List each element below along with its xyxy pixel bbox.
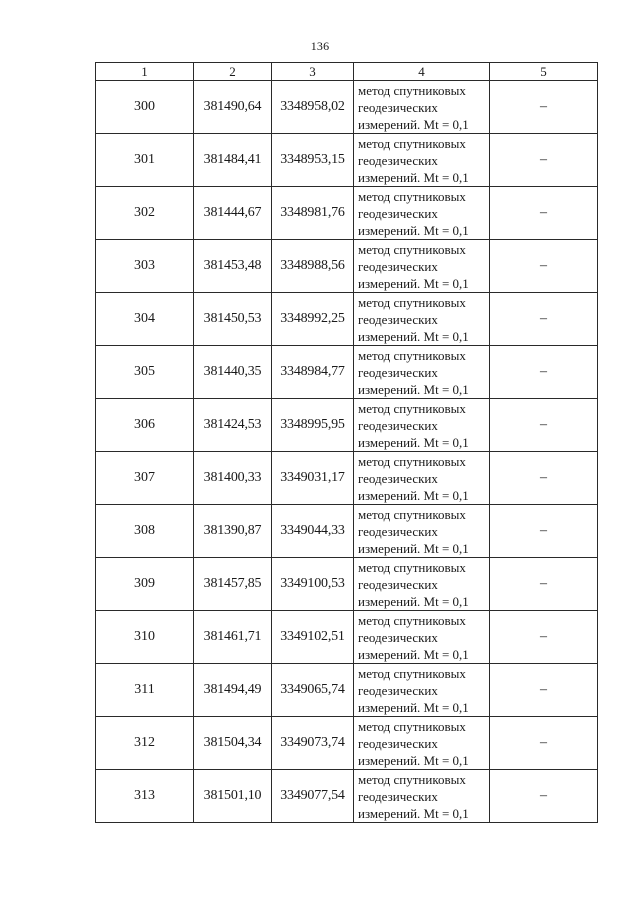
x-coordinate-cell: 381440,35 xyxy=(194,346,272,399)
method-line: геодезических xyxy=(358,629,438,645)
method-line: метод спутниковых xyxy=(358,506,466,522)
point-number-cell: 300 xyxy=(96,81,194,134)
method-line: измерений. Mt = 0,1 xyxy=(358,646,469,662)
method-line: измерений. Mt = 0,1 xyxy=(358,487,469,503)
y-coordinate-cell: 3349065,74 xyxy=(272,664,354,717)
method-line: геодезических xyxy=(358,152,438,168)
table-body xyxy=(96,81,598,823)
note-cell: – xyxy=(490,187,598,240)
point-number-cell: 307 xyxy=(96,452,194,505)
point-number-cell: 304 xyxy=(96,293,194,346)
note-cell: – xyxy=(490,452,598,505)
method-cell xyxy=(354,293,490,346)
header-col-5: 5 xyxy=(490,63,598,81)
point-number-cell: 306 xyxy=(96,399,194,452)
method-line: измерений. Mt = 0,1 xyxy=(358,699,469,715)
note-cell: – xyxy=(490,81,598,134)
method-cell xyxy=(354,240,490,293)
table-row xyxy=(96,611,598,664)
method-line: измерений. Mt = 0,1 xyxy=(358,434,469,450)
table-row xyxy=(96,293,598,346)
method-line: геодезических xyxy=(358,576,438,592)
method-line: геодезических xyxy=(358,311,438,327)
header-col-4: 4 xyxy=(354,63,490,81)
method-line: измерений. Mt = 0,1 xyxy=(358,328,469,344)
point-number-cell: 305 xyxy=(96,346,194,399)
method-line: метод спутниковых xyxy=(358,135,466,151)
note-cell: – xyxy=(490,770,598,823)
y-coordinate-cell: 3349102,51 xyxy=(272,611,354,664)
table-row xyxy=(96,240,598,293)
method-line: измерений. Mt = 0,1 xyxy=(358,752,469,768)
method-line: измерений. Mt = 0,1 xyxy=(358,540,469,556)
table-row xyxy=(96,505,598,558)
point-number-cell: 308 xyxy=(96,505,194,558)
table-row xyxy=(96,81,598,134)
method-line: измерений. Mt = 0,1 xyxy=(358,381,469,397)
x-coordinate-cell: 381501,10 xyxy=(194,770,272,823)
header-col-2: 2 xyxy=(194,63,272,81)
y-coordinate-cell: 3348995,95 xyxy=(272,399,354,452)
y-coordinate-cell: 3349031,17 xyxy=(272,452,354,505)
point-number-cell: 310 xyxy=(96,611,194,664)
y-coordinate-cell: 3348958,02 xyxy=(272,81,354,134)
point-number-cell: 301 xyxy=(96,134,194,187)
method-line: метод спутниковых xyxy=(358,400,466,416)
point-number-cell: 312 xyxy=(96,717,194,770)
table-row xyxy=(96,346,598,399)
table-row xyxy=(96,717,598,770)
point-number-cell: 311 xyxy=(96,664,194,717)
method-line: метод спутниковых xyxy=(358,188,466,204)
method-line: измерений. Mt = 0,1 xyxy=(358,169,469,185)
header-row xyxy=(96,63,598,81)
method-line: геодезических xyxy=(358,258,438,274)
note-cell: – xyxy=(490,399,598,452)
method-line: метод спутниковых xyxy=(358,241,466,257)
method-line: метод спутниковых xyxy=(358,453,466,469)
x-coordinate-cell: 381390,87 xyxy=(194,505,272,558)
table-row xyxy=(96,664,598,717)
method-line: метод спутниковых xyxy=(358,294,466,310)
coordinates-table xyxy=(95,62,598,823)
method-line: измерений. Mt = 0,1 xyxy=(358,805,469,821)
x-coordinate-cell: 381424,53 xyxy=(194,399,272,452)
x-coordinate-cell: 381490,64 xyxy=(194,81,272,134)
table-row xyxy=(96,187,598,240)
table-row xyxy=(96,558,598,611)
point-number-cell: 313 xyxy=(96,770,194,823)
method-line: метод спутниковых xyxy=(358,771,466,787)
header-col-3: 3 xyxy=(272,63,354,81)
method-cell xyxy=(354,187,490,240)
method-line: геодезических xyxy=(358,735,438,751)
x-coordinate-cell: 381457,85 xyxy=(194,558,272,611)
table-row xyxy=(96,134,598,187)
y-coordinate-cell: 3348988,56 xyxy=(272,240,354,293)
point-number-cell: 303 xyxy=(96,240,194,293)
point-number-cell: 302 xyxy=(96,187,194,240)
note-cell: – xyxy=(490,505,598,558)
method-line: метод спутниковых xyxy=(358,665,466,681)
method-line: измерений. Mt = 0,1 xyxy=(358,275,469,291)
x-coordinate-cell: 381450,53 xyxy=(194,293,272,346)
method-line: геодезических xyxy=(358,364,438,380)
y-coordinate-cell: 3348984,77 xyxy=(272,346,354,399)
x-coordinate-cell: 381453,48 xyxy=(194,240,272,293)
x-coordinate-cell: 381494,49 xyxy=(194,664,272,717)
method-line: геодезических xyxy=(358,205,438,221)
method-line: метод спутниковых xyxy=(358,559,466,575)
method-cell xyxy=(354,770,490,823)
y-coordinate-cell: 3349077,54 xyxy=(272,770,354,823)
note-cell: – xyxy=(490,611,598,664)
x-coordinate-cell: 381484,41 xyxy=(194,134,272,187)
y-coordinate-cell: 3348953,15 xyxy=(272,134,354,187)
table-row xyxy=(96,452,598,505)
method-line: метод спутниковых xyxy=(358,718,466,734)
method-cell xyxy=(354,664,490,717)
method-cell xyxy=(354,717,490,770)
note-cell: – xyxy=(490,346,598,399)
method-cell xyxy=(354,346,490,399)
method-line: геодезических xyxy=(358,788,438,804)
method-line: геодезических xyxy=(358,523,438,539)
y-coordinate-cell: 3349073,74 xyxy=(272,717,354,770)
method-cell xyxy=(354,81,490,134)
method-line: измерений. Mt = 0,1 xyxy=(358,116,469,132)
y-coordinate-cell: 3349044,33 xyxy=(272,505,354,558)
method-cell xyxy=(354,611,490,664)
note-cell: – xyxy=(490,717,598,770)
method-line: геодезических xyxy=(358,682,438,698)
note-cell: – xyxy=(490,240,598,293)
method-cell xyxy=(354,399,490,452)
x-coordinate-cell: 381444,67 xyxy=(194,187,272,240)
method-line: геодезических xyxy=(358,470,438,486)
note-cell: – xyxy=(490,664,598,717)
note-cell: – xyxy=(490,134,598,187)
method-cell xyxy=(354,134,490,187)
x-coordinate-cell: 381504,34 xyxy=(194,717,272,770)
method-line: метод спутниковых xyxy=(358,347,466,363)
header-col-1: 1 xyxy=(96,63,194,81)
note-cell: – xyxy=(490,293,598,346)
table-header xyxy=(96,63,598,81)
note-cell: – xyxy=(490,558,598,611)
method-line: измерений. Mt = 0,1 xyxy=(358,222,469,238)
y-coordinate-cell: 3349100,53 xyxy=(272,558,354,611)
y-coordinate-cell: 3348992,25 xyxy=(272,293,354,346)
method-line: измерений. Mt = 0,1 xyxy=(358,593,469,609)
method-line: метод спутниковых xyxy=(358,82,466,98)
method-line: метод спутниковых xyxy=(358,612,466,628)
method-line: геодезических xyxy=(358,99,438,115)
point-number-cell: 309 xyxy=(96,558,194,611)
table-row xyxy=(96,399,598,452)
method-line: геодезических xyxy=(358,417,438,433)
y-coordinate-cell: 3348981,76 xyxy=(272,187,354,240)
x-coordinate-cell: 381461,71 xyxy=(194,611,272,664)
table-row xyxy=(96,770,598,823)
x-coordinate-cell: 381400,33 xyxy=(194,452,272,505)
method-cell xyxy=(354,558,490,611)
method-cell xyxy=(354,452,490,505)
page-number: 136 xyxy=(310,39,330,53)
method-cell xyxy=(354,505,490,558)
